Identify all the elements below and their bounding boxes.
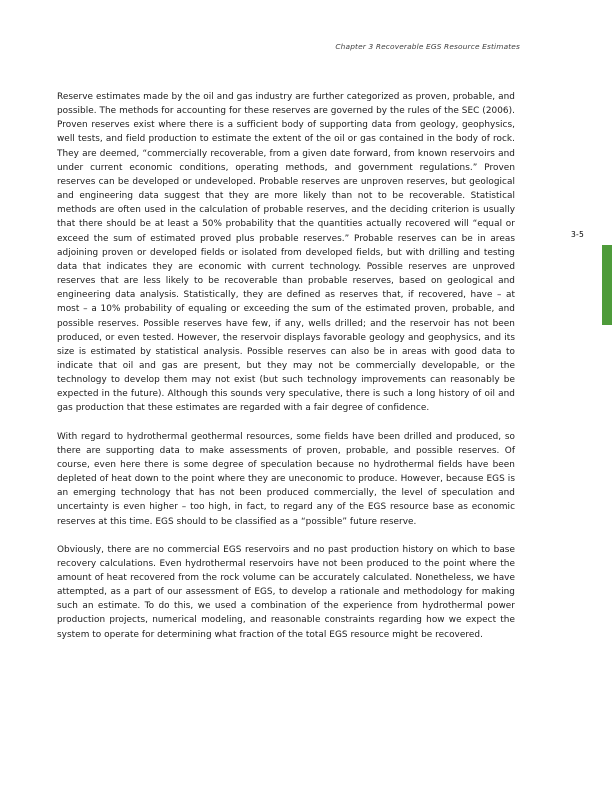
body-content bbox=[57, 90, 515, 642]
body-paragraph: With regard to hydrothermal geothermal resources, some fields have been drilled and produced, so there are supporting data to make assessments of proven, probable, and possible reserves. Of course, even here there is some degree of speculation because no hydrothermal fields have been depleted of heat down to the point where they are uneconomic to produce. However, because EGS is an emerging technology that has not been produced commercially, the level of speculation and uncertainty is even higher – too high, in fact, to regard any of the EGS resource base as economic reserves at this time. EGS should to be classified as a “possible” future reserve. bbox=[57, 431, 515, 527]
page-number: 3-5 bbox=[570, 230, 584, 239]
body-paragraph: Obviously, there are no commercial EGS reservoirs and no past production history on which to base recovery calculations. Even hydrothermal reservoirs have not been produced to the point where the amount of heat recovered from the rock volume can be accurately calculated. Nonetheless, we have attempted, as a part of our assessment of EGS, to develop a rationale and methodology for making such an estimate. To do this, we used a combination of the experience from hydrothermal power production projects, numerical modeling, and reasonable constraints regarding how we expect the system to operate for determining what fraction of the total EGS resource might be recovered. bbox=[57, 544, 515, 640]
body-paragraph: Reserve estimates made by the oil and gas industry are further categorized as proven, probable, and possible. The methods for accounting for these reserves are governed by the rules of the SEC (2006). Proven reserves exist where there is a sufficient body of supporting data from geology, geophysics, well tests, and field production to estimate the extent of the oil or gas contained in the body of rock. They are deemed, “commercially recoverable, from a given date forward, from known reservoirs and under current economic conditions, operating methods, and government regulations.” Proven reserves can be developed or undeveloped. Probable reserves are unproven reserves, but geological and engineering data suggest that they are more likely than not to be recoverable. Statistical methods are often used in the calculation of probable reserves, and the deciding criterion is usually that there should be at least a 50% probability that the quantities actually recovered will “equal or exceed the sum of estimated proved plus probable reserves.” Probable reserves can be in areas adjoining proven or developed fields or isolated from developed fields, but with drilling and testing data that indicates they are economic with current technology. Possible reserves are unproved reserves that are less likely to be recoverable than probable reserves, based on geological and engineering data analysis. Statistically, they are defined as reserves that, if recovered, have – at most – a 10% probability of equaling or exceeding the sum of the estimated proven, probable, and possible reserves. Possible reserves have few, if any, wells drilled; and the reservoir has not been produced, or even tested. However, the reservoir displays favorable geology and geophysics, and its size is estimated by statistical analysis. Possible reserves can also be in areas with good data to indicate that oil and gas are present, but they may not be commercially developable, or the technology to develop them may not exist (but such technology improvements can reasonably be expected in the future). Although this sounds very speculative, there is such a long history of oil and gas production that these estimates are regarded with a fair degree of confidence. bbox=[57, 92, 515, 414]
chapter-color-tab bbox=[602, 245, 612, 325]
running-header: Chapter 3 Recoverable EGS Resource Estimates bbox=[335, 42, 520, 51]
